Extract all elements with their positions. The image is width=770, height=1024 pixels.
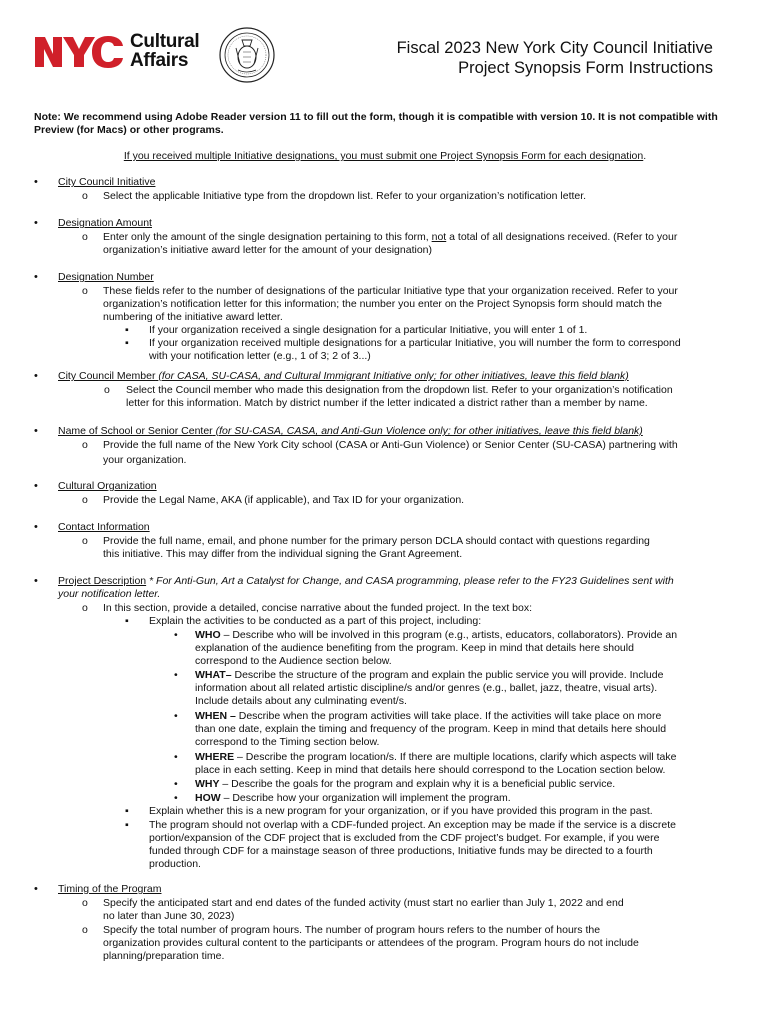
instruction-text: Provide the full name of the New York City school (CASA or Anti-Gun Violence) or Senior Center (SU-CASA) partnering with <box>103 439 678 451</box>
page-title <box>397 38 713 78</box>
dot-bullet: • <box>174 751 178 763</box>
instruction-text: this initiative. This may differ from the individual signing the Grant Agreement. <box>103 548 463 560</box>
instruction-text: Specify the anticipated start and end dates of the funded activity (must start no earlier than July 1, 2022 and end <box>103 897 624 909</box>
bullet <box>34 217 42 230</box>
who-item-cont: correspond to the Audience section below. <box>195 655 392 667</box>
bullet <box>34 480 42 493</box>
bullet <box>34 575 42 588</box>
instruction-text: These fields refer to the number of designations of the particular Initiative type that your organization received. Refer to your <box>103 285 678 297</box>
heading-text: City Council Member <box>58 370 156 382</box>
heading-text: Project Description <box>58 575 147 587</box>
city-seal-icon <box>218 26 276 84</box>
dot-bullet: • <box>174 629 178 641</box>
section-heading <box>58 425 734 438</box>
section-heading: Designation Amount <box>58 217 152 229</box>
instruction-text: no later than June 30, 2023) <box>103 910 235 922</box>
heading-qualifier: (for CASA, SU-CASA, and Cultural Immigrant Initiative only; for other initiatives, leave this field blank) <box>158 370 629 382</box>
circle-bullet: o <box>104 384 110 396</box>
label-how: HOW <box>195 792 221 804</box>
instruction-text: Provide the Legal Name, AKA (if applicable), and Tax ID for your organization. <box>103 494 465 506</box>
square-bullet: ▪ <box>125 819 129 831</box>
square-bullet: ▪ <box>125 337 129 349</box>
sub-item-text: If your organization received a single designation for a particular Initiative, you will enter 1 of 1. <box>149 324 588 336</box>
circle-bullet: o <box>82 924 88 936</box>
label-where: WHERE <box>195 751 235 763</box>
bullet <box>34 521 42 534</box>
section-heading: City Council Initiative <box>58 176 156 188</box>
sub-item-text: Explain whether this is a new program for your organization, or if you have provided this program in the past. <box>149 805 653 817</box>
logo-line-1: Cultural <box>130 31 200 52</box>
compatibility-note: Note: We recommend using Adobe Reader version 11 to fill out the form, though it is compatible with version 10. It is not compatible with Preview (for Macs) or other programs. <box>34 111 718 136</box>
sub-item-text: production. <box>149 858 201 870</box>
section-heading: Contact Information <box>58 521 150 533</box>
square-bullet: ▪ <box>125 615 129 627</box>
label-why: WHY <box>195 778 220 790</box>
who-item-cont: explanation of the audience benefiting from the program. Keep in mind that details here should <box>195 642 634 654</box>
circle-bullet: o <box>82 190 88 202</box>
where-item-cont: place in each setting. Keep in mind that details here should correspond to the Location section below. <box>195 764 666 776</box>
when-item-cont: than one date, explain the timing and frequency of the program. Keep in mind that details here should <box>195 723 667 735</box>
label-when: WHEN – <box>195 710 236 722</box>
heading-qualifier: (for SU-CASA, CASA, and Anti-Gun Violence only; for other initiatives, leave this field blank) <box>215 425 643 437</box>
square-bullet: ▪ <box>125 805 129 817</box>
when-item <box>195 710 720 723</box>
instruction-text: In this section, provide a detailed, concise narrative about the funded project. In the text box: <box>103 602 533 614</box>
logo-line-2: Affairs <box>130 50 189 71</box>
who-item <box>195 629 720 642</box>
dot-bullet: • <box>174 778 178 790</box>
instruction-text: Provide the full name, email, and phone number for the primary person DCLA should contact with questions regarding <box>103 535 650 547</box>
what-item <box>195 669 720 682</box>
why-item <box>195 778 720 791</box>
cultural-affairs-logo-text <box>130 32 199 70</box>
text-part: – Describe the goals for the program and explain why it is a beneficial public service. <box>219 778 616 790</box>
instruction-text <box>103 231 721 244</box>
title-line-2: Project Synopsis Form Instructions <box>458 59 713 77</box>
multiple-designation-note <box>0 150 770 163</box>
period: . <box>643 150 647 162</box>
circle-bullet: o <box>82 231 88 243</box>
label-who: WHO <box>195 629 221 641</box>
heading-qualifier-cont: your notification letter. <box>58 588 161 600</box>
bullet <box>34 370 42 383</box>
text-part: – Describe who will be involved in this program (e.g., artists, educators, collaborators). Provide an <box>220 629 678 641</box>
instruction-text: planning/preparation time. <box>103 950 225 962</box>
title-line-1: Fiscal 2023 New York City Council Initiative <box>396 39 713 57</box>
instruction-text: letter for this information. Match by district number if the letter indicated a district rather than a member by name. <box>126 397 648 409</box>
text-part: a total of all designations received. (Refer to your <box>449 231 678 243</box>
section-heading: Designation Number <box>58 271 154 283</box>
emphasis-not: not <box>431 231 447 243</box>
sub-item-text: If your organization received multiple designations for a particular Initiative, you will number the form to correspond <box>149 337 681 349</box>
dot-bullet: • <box>174 669 178 681</box>
instruction-text: numbering of the initiative award letter. <box>103 311 283 323</box>
text-part: Describe the structure of the program and explain the public service you will provide. Include <box>231 669 664 681</box>
text-part: Describe when the program activities will take place. If the activities will take place on more <box>235 710 662 722</box>
circle-bullet: o <box>82 897 88 909</box>
instruction-text: your organization. <box>103 454 187 466</box>
instruction-text: Select the Council member who made this designation from the dropdown list. Refer to your organization’s notification <box>126 384 673 396</box>
circle-bullet: o <box>82 535 88 547</box>
nyc-logo <box>35 34 127 70</box>
section-heading <box>58 575 734 588</box>
section-heading <box>58 370 734 383</box>
heading-qualifier: * For Anti-Gun, Art a Catalyst for Change, and CASA programming, please refer to the FY23 Guidelines sent with <box>149 575 674 587</box>
circle-bullet: o <box>82 285 88 297</box>
bullet <box>34 271 42 284</box>
instruction-text: organization provides cultural content to the participants or attendees of the program. Program hours do not include <box>103 937 639 949</box>
circle-bullet: o <box>82 602 88 614</box>
instruction-text: organization’s initiative award letter for the amount of your designation) <box>103 244 432 256</box>
dot-bullet: • <box>174 792 178 804</box>
what-item-cont: information about all related artistic discipline/s and/or genres (e.g., ballet, jazz, theatre, visual arts). <box>195 682 658 694</box>
bullet <box>34 176 42 189</box>
square-bullet: ▪ <box>125 324 129 336</box>
sub-item-text: funded through CDF for a mainstage season of three productions, Initiative funds may be directed to a fourth <box>149 845 653 857</box>
circle-bullet: o <box>82 494 88 506</box>
where-item <box>195 751 720 764</box>
sub-item-text: with your notification letter (e.g., 1 of 3; 2 of 3...) <box>149 350 371 362</box>
text-part: Enter only the amount of the single designation pertaining to this form, <box>103 231 429 243</box>
label-what: WHAT– <box>195 669 232 681</box>
bullet <box>34 425 42 438</box>
dot-bullet: • <box>174 710 178 722</box>
instruction-text: Select the applicable Initiative type from the dropdown list. Refer to your organization’s notification letter. <box>103 190 587 202</box>
text-part: – Describe how your organization will implement the program. <box>220 792 511 804</box>
bullet <box>34 883 42 896</box>
sub-item-text: portion/expansion of the CDF project that is excluded from the CDF project’s budget. For example, if you were <box>149 832 660 844</box>
when-item-cont: correspond to the Timing section below. <box>195 736 380 748</box>
heading-text: Name of School or Senior Center <box>58 425 213 437</box>
instruction-text: Specify the total number of program hours. The number of program hours refers to the number of hours the <box>103 924 601 936</box>
section-heading: Timing of the Program <box>58 883 162 895</box>
what-item-cont: Include details about any culminating event/s. <box>195 695 407 707</box>
sub-item-text: Explain the activities to be conducted as a part of this project, including: <box>149 615 482 627</box>
section-heading: Cultural Organization <box>58 480 157 492</box>
how-item <box>195 792 720 805</box>
multiple-designation-text: If you received multiple Initiative designations, you must submit one Project Synopsis Form for each designation <box>123 150 644 162</box>
sub-item-text: The program should not overlap with a CDF-funded project. An exception may be made if the service is a discrete <box>149 819 677 831</box>
instruction-text: organization’s notification letter for this information; the number you enter on the Project Synopsis form should match the <box>103 298 662 310</box>
circle-bullet: o <box>82 439 88 451</box>
text-part: – Describe the program location/s. If there are multiple locations, clarify which aspects will take <box>234 751 677 763</box>
